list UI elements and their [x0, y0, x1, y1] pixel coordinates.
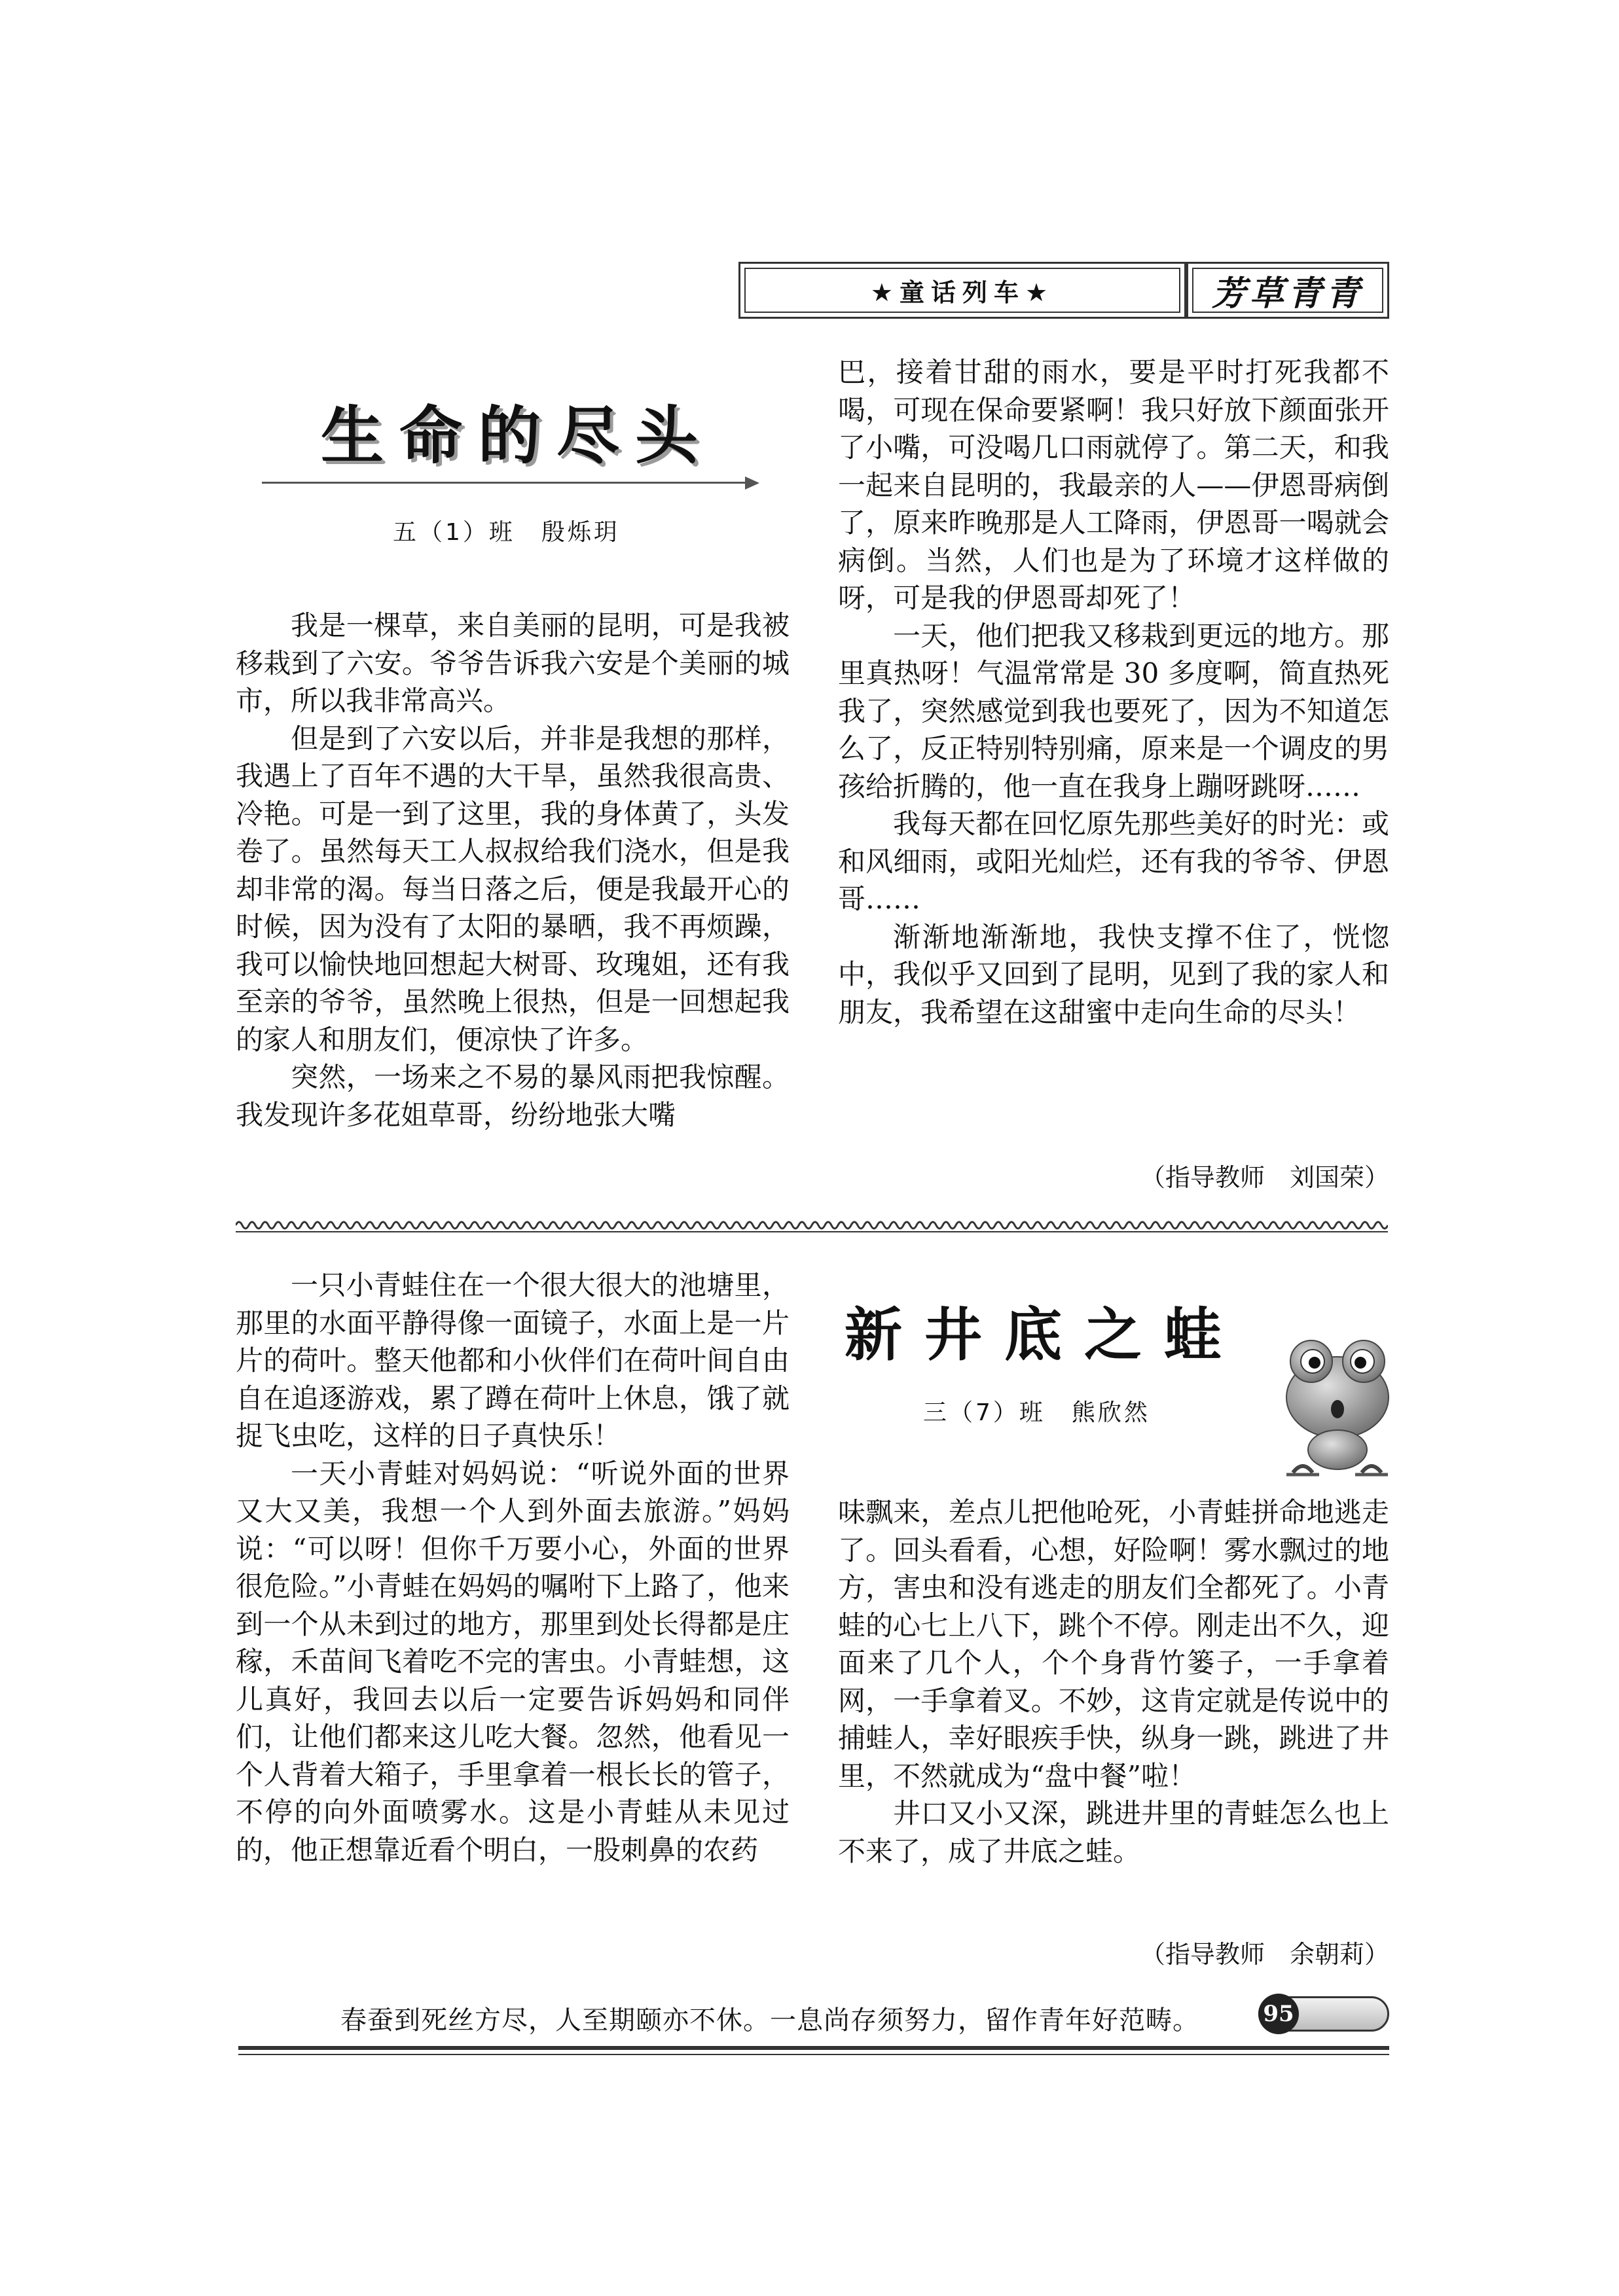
footer-rule	[238, 2046, 1389, 2050]
paragraph: 井口又小又深，跳进井里的青蛙怎么也上不来了，成了井底之蛙。	[838, 1797, 1389, 1867]
article1-byline: 五（1）班 殷烁玥	[393, 519, 620, 546]
paragraph: 一只小青蛙住在一个很大很大的池塘里，那里的水面平静得像一面镜子，水面上是一片片的荷叶。整天他都和小伙伴们在荷叶间自由自在追逐游戏，累了蹲在荷叶上休息，饿了就捉飞虫吃，这样的日子真快乐！	[236, 1269, 790, 1452]
paragraph: 渐渐地渐渐地，我快支撑不住了，恍惚中，我似乎又回到了昆明，见到了我的家人和朋友，我希望在这甜蜜中走向生命的尽头！	[838, 920, 1389, 1028]
paragraph: 一天小青蛙对妈妈说：“听说外面的世界又大又美，我想一个人到外面去旅游。”妈妈说：“可以呀！但你千万要小心，外面的世界很危险。”小青蛙在妈妈的嘱咐下上路了，他来到一个从未到过的地方，那里到处长得都是庄稼，禾苗间飞着吃不完的害虫。小青蛙想，这儿真好，我回去以后一定要告诉妈妈和同伴们，让他们都来这儿吃大餐。忽然，他看见一个人背着大箱子，手里拿着一根长长的管子，不停的向外面喷雾水。这是小青蛙从未见过的，他正想靠近看个明白，一股刺鼻的农药	[236, 1457, 790, 1866]
paragraph: 一天，他们把我又移栽到更远的地方。那里真热呀！气温常常是 30 多度啊，简直热死我了，突然感觉到我也要死了，因为不知道怎么了，反正特别特别痛，原来是一个调皮的男孩给折腾的，他一直在我身上蹦呀跳呀……	[838, 619, 1389, 802]
footer-motto: 春蚕到死丝方尽，人至期颐亦不休。一息尚存须努力，留作青年好范畴。	[340, 2005, 1199, 2036]
paragraph-continued: 巴，接着甘甜的雨水，要是平时打死我都不喝，可现在保命要紧啊！我只好放下颜面张开了小嘴，可没喝几口雨就停了。第二天，和我一起来自昆明的，我最亲的人——伊恩哥病倒了，原来昨晚那是人工降雨，伊恩哥一喝就会病倒。当然，人们也是为了环境才这样做的呀，可是我的伊恩哥却死了！	[838, 356, 1389, 614]
column-badge	[1186, 262, 1389, 319]
article2-title: 新井底之蛙	[845, 1301, 1245, 1369]
paragraph: 但是到了六安以后，并非是我想的那样，我遇上了百年不遇的大干旱，虽然我很高贵、冷艳。可是一到了这里，我的身体黄了，头发卷了。虽然每天工人叔叔给我们浇水，但是我却非常的渴。每当日落之后，便是我最开心的时候，因为没有了太阳的暴晒，我不再烦躁，我可以愉快地回想起大树哥、玫瑰姐，还有我至亲的爷爷，虽然晚上很热，但是一回想起我的家人和朋友们，便凉快了许多。	[236, 722, 790, 1056]
article2-byline: 三（7）班 熊欣然	[923, 1399, 1150, 1426]
article1-teacher: （指导教师 刘国荣）	[1140, 1163, 1389, 1192]
paragraph: 我每天都在回忆原先那些美好的时光：或和风细雨，或阳光灿烂，还有我的爷爷、伊恩哥……	[838, 808, 1389, 915]
wave-divider	[236, 1216, 1388, 1236]
frog-icon	[1280, 1325, 1394, 1479]
article1-title: 生命的尽头	[321, 399, 714, 473]
series-label-box	[738, 262, 1186, 319]
page-number: 95	[1258, 1994, 1299, 2034]
series-label: ★童话列车★	[870, 278, 1055, 307]
article2-column-left	[236, 1266, 790, 1869]
article2-column-right	[838, 1494, 1389, 1870]
article2-teacher: （指导教师 余朝莉）	[1140, 1940, 1389, 1969]
article1-column-right	[838, 353, 1389, 1031]
paragraph-continued: 味飘来，差点儿把他呛死，小青蛙拼命地逃走了。回头看看，心想，好险啊！雾水飘过的地方，害虫和没有逃走的朋友们全都死了。小青蛙的心七上八下，跳个不停。刚走出不久，迎面来了几个人，个个身背竹篓子，一手拿着网，一手拿着叉。不妙，这肯定就是传说中的捕蛙人，幸好眼疾手快，纵身一跳，跳进了井里，不然就成为“盘中餐”啦！	[838, 1496, 1389, 1792]
article1-column-left	[236, 607, 790, 1134]
column-badge-text: 芳草青青	[1211, 274, 1364, 314]
footer-rule-thin	[238, 2054, 1389, 2055]
arrow-head-icon	[745, 476, 759, 490]
paragraph: 突然，一场来之不易的暴风雨把我惊醒。我发现许多花姐草哥，纷纷地张大嘴	[236, 1061, 790, 1131]
paragraph: 我是一棵草，来自美丽的昆明，可是我被移栽到了六安。爷爷告诉我六安是个美丽的城市，所以我非常高兴。	[236, 609, 790, 717]
title-arrow-line	[262, 482, 746, 484]
